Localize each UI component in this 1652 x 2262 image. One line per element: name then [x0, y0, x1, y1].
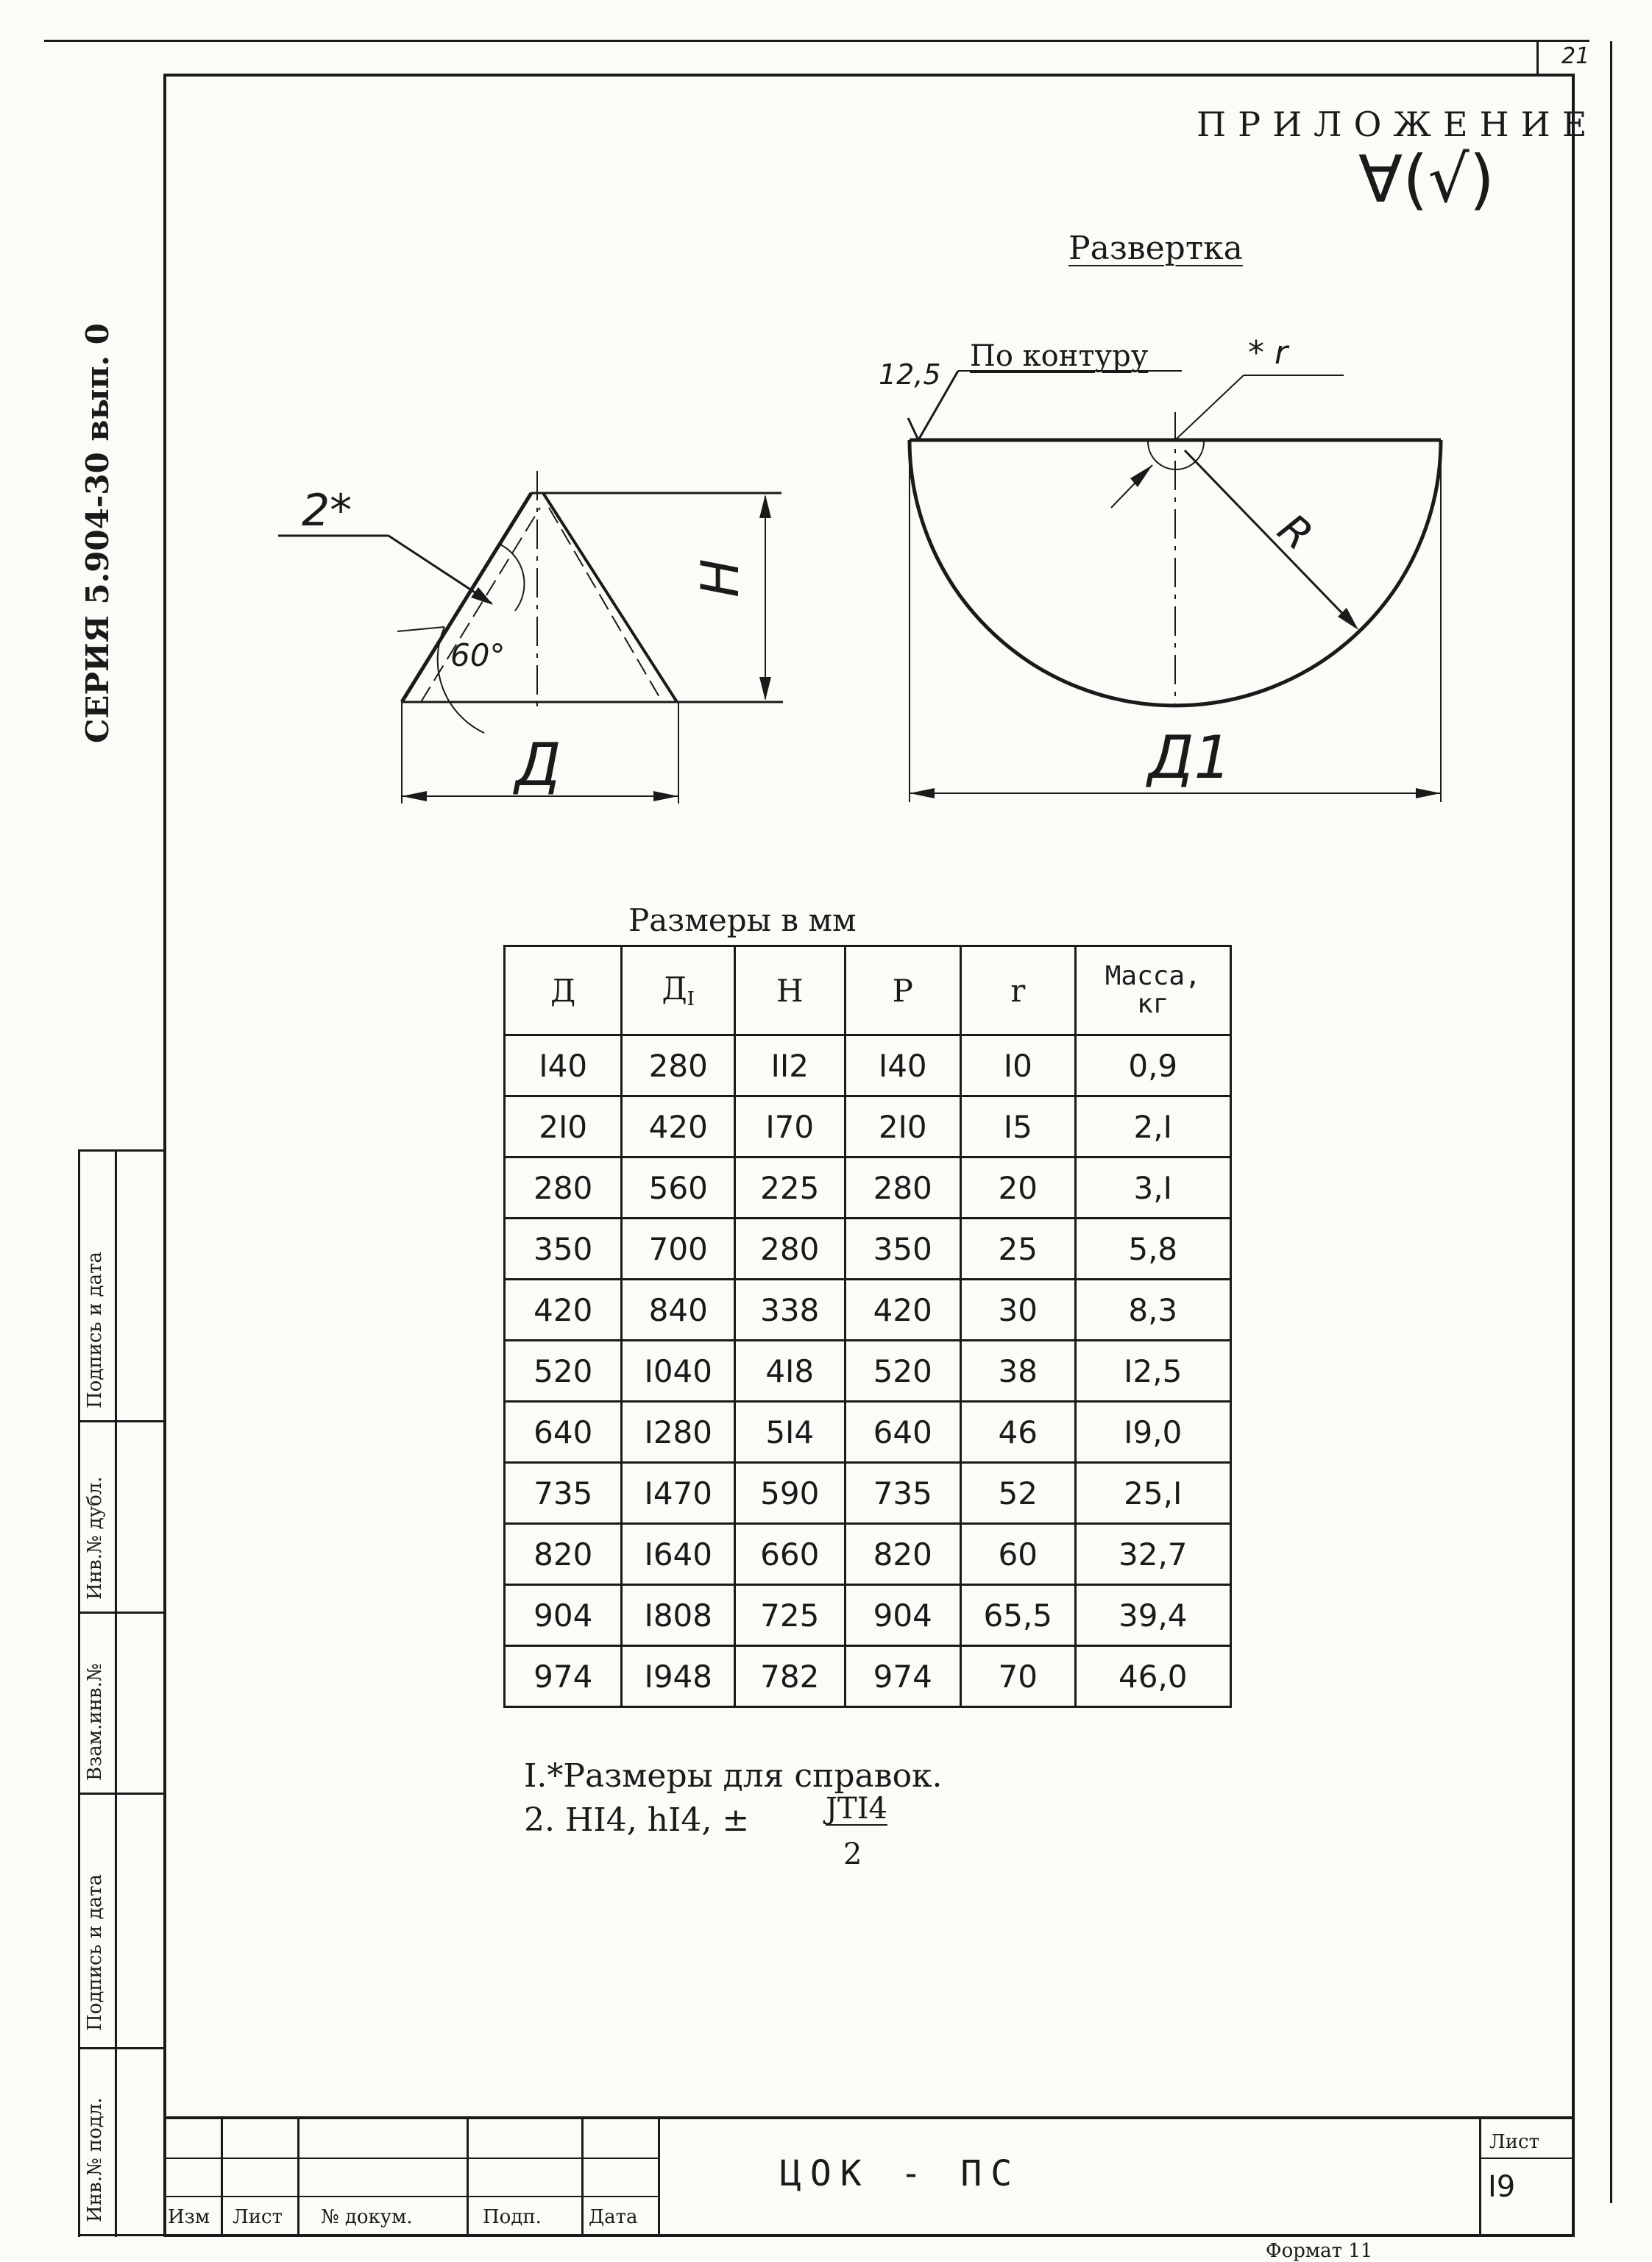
header-mass-line2: кг	[1137, 989, 1169, 1019]
header-d1-main: Д	[662, 971, 687, 1007]
table-cell: 820	[845, 1524, 960, 1585]
table-cell: 5,8	[1075, 1219, 1230, 1280]
diam-arrow-left	[402, 791, 427, 801]
stamp-label-vzam: Взам.инв.№	[84, 1663, 106, 1781]
sheet-number: I9	[1488, 2170, 1516, 2204]
d1-arrow-left	[910, 788, 935, 798]
table-row	[505, 1280, 1231, 1341]
table-cell: 280	[505, 1157, 622, 1219]
designation: ЦОК - ПС	[780, 2153, 1021, 2194]
table-cell: 70	[960, 1646, 1075, 1707]
tb-col-izm: Изм	[168, 2206, 210, 2228]
table-cell: 350	[505, 1219, 622, 1280]
table-row	[505, 1341, 1231, 1402]
stamp-row-3	[78, 1612, 165, 1614]
table-cell: 840	[622, 1280, 735, 1341]
stamp-row-4	[78, 1793, 165, 1795]
series-side-text: СЕРИЯ 5.904-30 вып. 0	[79, 323, 116, 743]
table-cell: 0,9	[1075, 1035, 1230, 1096]
table-cell: 735	[845, 1463, 960, 1524]
table-cell: I5	[960, 1096, 1075, 1157]
table-cell: 280	[622, 1035, 735, 1096]
table-row	[505, 1035, 1231, 1096]
tb-top	[163, 2116, 1575, 2119]
header-d: Д	[505, 946, 622, 1035]
table-cell: I40	[845, 1035, 960, 1096]
table-cell: I9,0	[1075, 1402, 1230, 1463]
note-2-denominator: 2	[843, 1837, 862, 1871]
angle-label: 60°	[450, 637, 506, 673]
stamp-label-inv-podl: Инв.№ подл.	[84, 2097, 106, 2222]
table-cell: 820	[505, 1524, 622, 1585]
table-cell: 640	[845, 1402, 960, 1463]
r-leader	[1175, 375, 1244, 440]
table-cell: 974	[845, 1646, 960, 1707]
table-caption: Размеры в мм	[628, 902, 857, 938]
table-row	[505, 1219, 1231, 1280]
table-cell: I948	[622, 1646, 735, 1707]
appendix-title: ПРИЛОЖЕНИЕ	[1197, 104, 1599, 144]
tb-col-3	[467, 2116, 469, 2236]
table-cell: 65,5	[960, 1585, 1075, 1646]
table-cell: 38	[960, 1341, 1075, 1402]
table-cell: 20	[960, 1157, 1075, 1219]
table-cell: 2I0	[505, 1096, 622, 1157]
sheet-label: Лист	[1489, 2131, 1539, 2153]
table-cell: 30	[960, 1280, 1075, 1341]
table-row	[505, 1157, 1231, 1219]
table-cell: I040	[622, 1341, 735, 1402]
note-2-prefix: 2. НI4, hI4, ±	[524, 1801, 750, 1839]
table-cell: 2I0	[845, 1096, 960, 1157]
radius-label: R	[1268, 505, 1322, 561]
table-cell: I70	[735, 1096, 846, 1157]
table-row	[505, 1585, 1231, 1646]
table-cell: I2,5	[1075, 1341, 1230, 1402]
small-radius-label: * r	[1248, 334, 1288, 372]
table-cell: II2	[735, 1035, 846, 1096]
finish-value: 12,5	[879, 358, 941, 391]
table-row	[505, 1402, 1231, 1463]
height-arrow-bottom	[759, 677, 771, 701]
table-cell: 32,7	[1075, 1524, 1230, 1585]
table-cell: 25	[960, 1219, 1075, 1280]
header-mass	[1075, 946, 1230, 1035]
header-r-small: r	[960, 946, 1075, 1035]
finish-note: По контуру	[970, 339, 1149, 373]
format-label: Формат 11	[1266, 2240, 1373, 2262]
table-cell: 3,I	[1075, 1157, 1230, 1219]
table-header-row	[505, 946, 1231, 1035]
stamp-label-dubl: Инв.№ дубл.	[84, 1476, 106, 1600]
frame-bottom	[163, 2234, 1575, 2237]
tb-col-date: Дата	[589, 2206, 638, 2228]
table-cell: 2,I	[1075, 1096, 1230, 1157]
header-d1-subscript: I	[687, 988, 695, 1010]
table-cell: 46,0	[1075, 1646, 1230, 1707]
table-cell: 280	[845, 1157, 960, 1219]
table-cell: 700	[622, 1219, 735, 1280]
table-cell: 560	[622, 1157, 735, 1219]
height-arrow-top	[759, 494, 771, 518]
table-cell: 25,I	[1075, 1463, 1230, 1524]
header-mass-line1: Масса,	[1105, 961, 1201, 992]
angle-tick	[397, 627, 444, 631]
table-row	[505, 1646, 1231, 1707]
stamp-divider	[115, 1149, 117, 2237]
table-cell: 420	[622, 1096, 735, 1157]
stamp-label-signature-1: Подпись и дата	[84, 1252, 106, 1408]
finish-check-left	[908, 418, 918, 440]
table-cell: 640	[505, 1402, 622, 1463]
table-cell: 590	[735, 1463, 846, 1524]
cone-right-side	[543, 493, 677, 702]
table-cell: 904	[505, 1585, 622, 1646]
stamp-row-5	[78, 2047, 165, 2049]
cone-inner-right	[549, 508, 662, 702]
table-cell: I0	[960, 1035, 1075, 1096]
table-cell: I640	[622, 1524, 735, 1585]
tb-col-sign: Подп.	[483, 2206, 542, 2228]
tb-row-2	[163, 2196, 658, 2197]
tb-col-4	[581, 2116, 584, 2236]
table-cell: 8,3	[1075, 1280, 1230, 1341]
table-cell: 904	[845, 1585, 960, 1646]
table-row	[505, 1096, 1231, 1157]
d1-arrow-right	[1416, 788, 1441, 798]
stamp-left-edge	[78, 1149, 80, 2237]
table-cell: 350	[845, 1219, 960, 1280]
tb-col-doc: № докум.	[321, 2206, 413, 2228]
tb-sheet-row	[1479, 2158, 1573, 2159]
table-cell: 225	[735, 1157, 846, 1219]
drawing-area	[0, 0, 1652, 846]
header-r-big: Р	[845, 946, 960, 1035]
stamp-bottom	[78, 2234, 165, 2236]
note-1: I.*Размеры для справок.	[524, 1757, 943, 1795]
roughness-symbol: ∀(√)	[1358, 141, 1495, 217]
tb-col-5	[658, 2116, 660, 2236]
dimensions-table	[503, 945, 1232, 1708]
tb-col-1	[221, 2116, 223, 2236]
tb-col-2	[297, 2116, 299, 2236]
corner-sheet-number: 21	[1561, 43, 1590, 69]
table-cell: 974	[505, 1646, 622, 1707]
table-cell: 735	[505, 1463, 622, 1524]
table-cell: 782	[735, 1646, 846, 1707]
table-cell: I808	[622, 1585, 735, 1646]
table-cell: 52	[960, 1463, 1075, 1524]
table-cell: 660	[735, 1524, 846, 1585]
table-cell: 280	[735, 1219, 846, 1280]
table-cell: 520	[845, 1341, 960, 1402]
table-cell: 46	[960, 1402, 1075, 1463]
diameter-label: Д	[515, 731, 561, 799]
stamp-row-2	[78, 1420, 165, 1422]
header-d1	[622, 946, 735, 1035]
table-row	[505, 1463, 1231, 1524]
note-2-numerator: JTI4	[826, 1792, 887, 1826]
table-cell: I470	[622, 1463, 735, 1524]
diam-arrow-right	[653, 791, 678, 801]
table-cell: 4I8	[735, 1341, 846, 1402]
stamp-row-1	[78, 1149, 165, 1152]
table-cell: I40	[505, 1035, 622, 1096]
stamp-label-signature-2: Подпись и дата	[84, 1874, 106, 2031]
tb-row-1	[163, 2158, 658, 2159]
table-cell: 60	[960, 1524, 1075, 1585]
table-cell: 420	[845, 1280, 960, 1341]
table-cell: 725	[735, 1585, 846, 1646]
tb-col-list: Лист	[233, 2206, 283, 2228]
developed-diameter-label: Д1	[1148, 723, 1232, 792]
development-title: Развертка	[1068, 230, 1243, 267]
header-h: Н	[735, 946, 846, 1035]
tb-col-sheet	[1479, 2116, 1481, 2236]
cone-ref-label: 2*	[302, 485, 352, 536]
table-cell: 420	[505, 1280, 622, 1341]
table-cell: I280	[622, 1402, 735, 1463]
table-cell: 39,4	[1075, 1585, 1230, 1646]
table-cell: 520	[505, 1341, 622, 1402]
table-cell: 5I4	[735, 1402, 846, 1463]
table-row	[505, 1524, 1231, 1585]
height-label: H	[690, 559, 751, 598]
table-cell: 338	[735, 1280, 846, 1341]
thickness-arc	[500, 545, 525, 611]
